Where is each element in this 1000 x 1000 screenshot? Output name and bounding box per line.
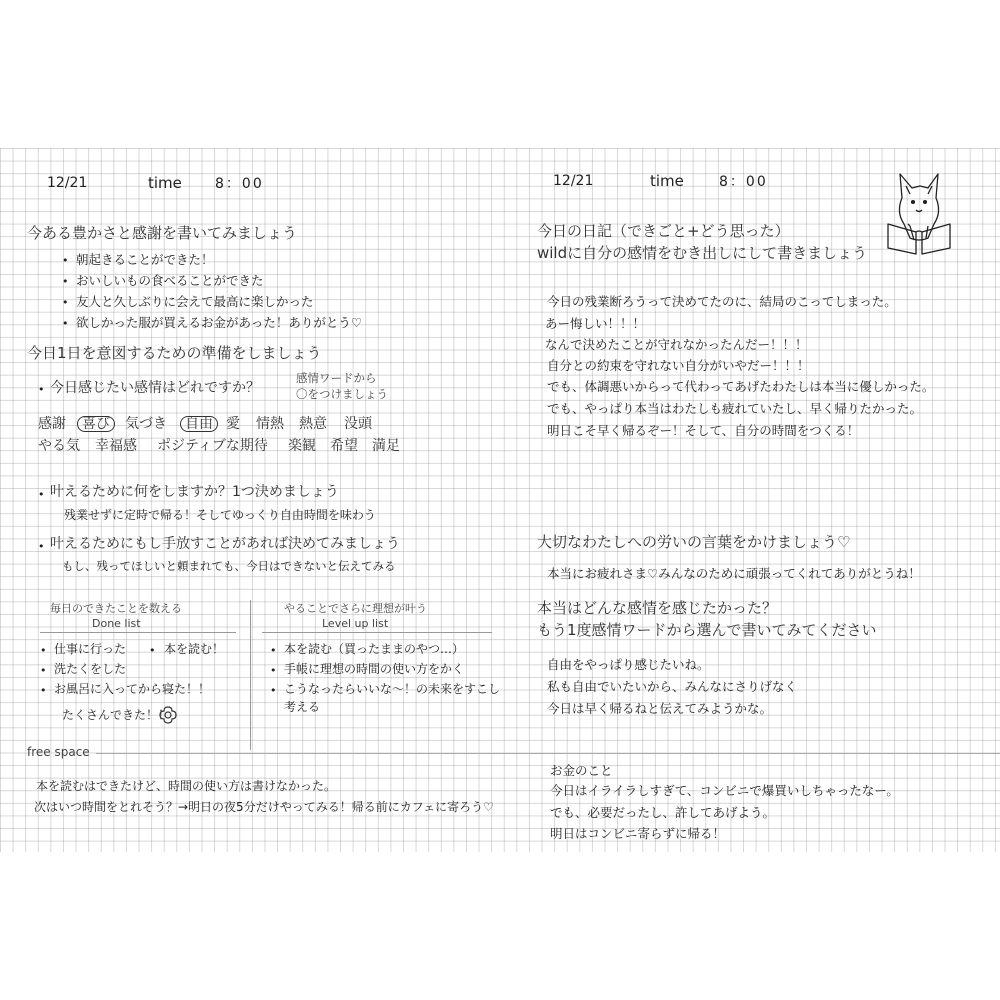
emotion-word: 満足 <box>372 438 400 454</box>
levelup-item-continued: 考える <box>284 700 321 714</box>
emotion-word-circled: 喜び <box>77 416 115 432</box>
gratitude-item: 朝起きることができた！ <box>76 252 214 267</box>
emotion-word: 気づき <box>125 416 167 432</box>
diary-line: 自分との約束を守れない自分がいやだー！！！ <box>547 358 810 373</box>
bullet-icon: • <box>270 684 277 697</box>
gratitude-item: 友人と久しぶりに会えて最高に楽しかった <box>76 294 314 309</box>
done-item: 仕事に行った <box>54 642 127 656</box>
feel-heading-line1: 本当はどんな感情を感じたかった？ <box>537 599 778 617</box>
left-time-label: time <box>148 174 182 192</box>
bullet-icon: • <box>270 664 277 677</box>
feel-heading-line2: もう1度感情ワードから選んで書いてみてください <box>537 621 877 639</box>
diary-line: でも、やっぱり本当はわたしも疲れていたし、早く帰りたかった。 <box>547 401 923 416</box>
levelup-item: こうなったらいいな～！の未来をすこし <box>284 682 501 696</box>
emotion-question: 今日感じたい感情はどれですか？ <box>50 380 260 396</box>
gratitude-heading: 今ある豊かさと感謝を書いてみましょう <box>27 224 298 242</box>
bullet-icon: • <box>38 383 45 396</box>
emotion-word: 楽観 <box>288 438 316 454</box>
right-date: 12/21 <box>553 173 594 189</box>
free-space-line: 次はいつ時間をとれそう？→明日の夜5分だけやってみる！帰る前にカフェに寄ろう♡ <box>34 800 494 814</box>
emotion-word: ポジティブな期待 <box>157 438 268 454</box>
emotion-hint-line2: 〇をつけましょう <box>296 387 388 401</box>
free-space-rule <box>96 753 1000 754</box>
diary-heading-line1: 今日の日記（できごと+どう思った） <box>537 222 790 240</box>
emotion-hint-line1: 感情ワードから <box>296 371 377 385</box>
gratitude-item: おいしいもの食べることができた <box>76 273 264 288</box>
money-note-line: お金のこと <box>550 763 613 778</box>
right-time-label: time <box>650 172 684 190</box>
diary-line: あー悔しい！！！ <box>545 316 646 331</box>
feel-line: 今日は早く帰るねと伝えてみようかな。 <box>547 701 773 716</box>
emotion-word: やる気 <box>38 438 80 454</box>
levelup-item: 本を読む（買ったままのやつ…） <box>284 642 465 656</box>
levelup-list-underline <box>262 632 492 633</box>
money-note-line: 明日はコンビニ寄らずに帰る！ <box>550 826 726 841</box>
bullet-icon: • <box>149 644 156 657</box>
diary-line: 今日の残業断ろうって決めてたのに、結局のこってしまった。 <box>547 294 897 309</box>
right-time-value: 8：00 <box>719 174 768 190</box>
wolf-reading-icon <box>880 168 958 256</box>
kind-words-heading: 大切なわたしへの労いの言葉をかけましょう♡ <box>537 533 851 551</box>
intent-heading: 今日1日を意図するための準備をしましょう <box>27 344 322 362</box>
bullet-icon: • <box>40 664 47 677</box>
emotion-word: 没頭 <box>344 416 372 432</box>
decide-answer: 残業せずに定時で帰る！そしてゆっくり自由時間を味わう <box>64 508 376 522</box>
done-list-underline <box>40 632 236 633</box>
done-item: 洗たくをした <box>54 662 127 676</box>
levelup-list-subtitle: Level up list <box>322 617 389 630</box>
release-question: 叶えるためにもし手放すことがあれば決めてみましょう <box>50 536 400 552</box>
done-item: お風呂に入ってから寝た！！ <box>54 682 211 696</box>
free-space-line: 本を読むはできたけど、時間の使い方は書けなかった。 <box>36 779 337 793</box>
bullet-icon: • <box>40 644 47 657</box>
bullet-icon: • <box>62 317 69 330</box>
done-list-subtitle: Done list <box>92 617 141 630</box>
left-time-value: 8：00 <box>215 176 264 192</box>
emotion-word: 熱意 <box>299 416 327 432</box>
money-note-line: 今日はイライラしすぎて、コンビニで爆買いしちゃったなー。 <box>550 783 899 798</box>
decide-question: 叶えるために何をしますか？1つ決めましょう <box>50 484 339 500</box>
levelup-item: 手帳に理想の時間の使い方をかく <box>284 662 465 676</box>
diary-line: 明日こそ早く帰るぞー！そして、自分の時間をつくる！ <box>547 423 860 438</box>
bullet-icon: • <box>62 296 69 309</box>
bullet-icon: • <box>38 488 45 501</box>
done-levelup-divider <box>250 600 251 750</box>
kind-words-answer: 本当にお疲れさま♡みんなのために頑張ってくれてありがとうね！ <box>547 566 921 581</box>
done-list-title: 毎日のできたことを数える <box>50 602 182 615</box>
diary-heading-line2: wildに自分の感情をむき出しにして書きましょう <box>537 244 868 262</box>
emotion-word-circled: 自由 <box>180 416 218 432</box>
done-note: たくさんできた！！ <box>62 708 171 722</box>
feel-line: 自由をやっぱり感じたいね。 <box>547 657 710 672</box>
emotion-word: 感謝 <box>38 416 66 432</box>
done-item: 本を読む！ <box>164 642 225 656</box>
bullet-icon: • <box>38 540 45 553</box>
gratitude-item: 欲しかった服が買えるお金があった！ありがとう♡ <box>76 315 363 330</box>
feel-line: 私も自由でいたいから、みんなにさりげなく <box>547 679 798 694</box>
emotion-word: 情熱 <box>256 416 284 432</box>
bullet-icon: • <box>40 684 47 697</box>
diary-line: でも、体調悪いからって代わってあげたわたしは本当に優しかった。 <box>547 379 935 394</box>
flower-doodle-icon <box>158 705 178 725</box>
free-space-label: free space <box>27 745 90 759</box>
emotion-word: 幸福感 <box>95 438 137 454</box>
release-answer: もし、残ってほしいと頼まれても、今日はできないと伝えてみる <box>62 559 396 573</box>
diary-line: なんで決めたことが守れなかったんだー！！！ <box>545 337 808 352</box>
left-date: 12/21 <box>47 175 88 191</box>
bullet-icon: • <box>62 254 69 267</box>
emotion-word: 愛 <box>226 416 240 432</box>
bullet-icon: • <box>270 644 277 657</box>
bullet-icon: • <box>62 275 69 288</box>
money-note-line: でも、必要だったし、許してあげよう。 <box>550 805 776 820</box>
levelup-list-title: やることでさらに理想が叶う <box>284 602 427 615</box>
emotion-word: 希望 <box>330 438 358 454</box>
